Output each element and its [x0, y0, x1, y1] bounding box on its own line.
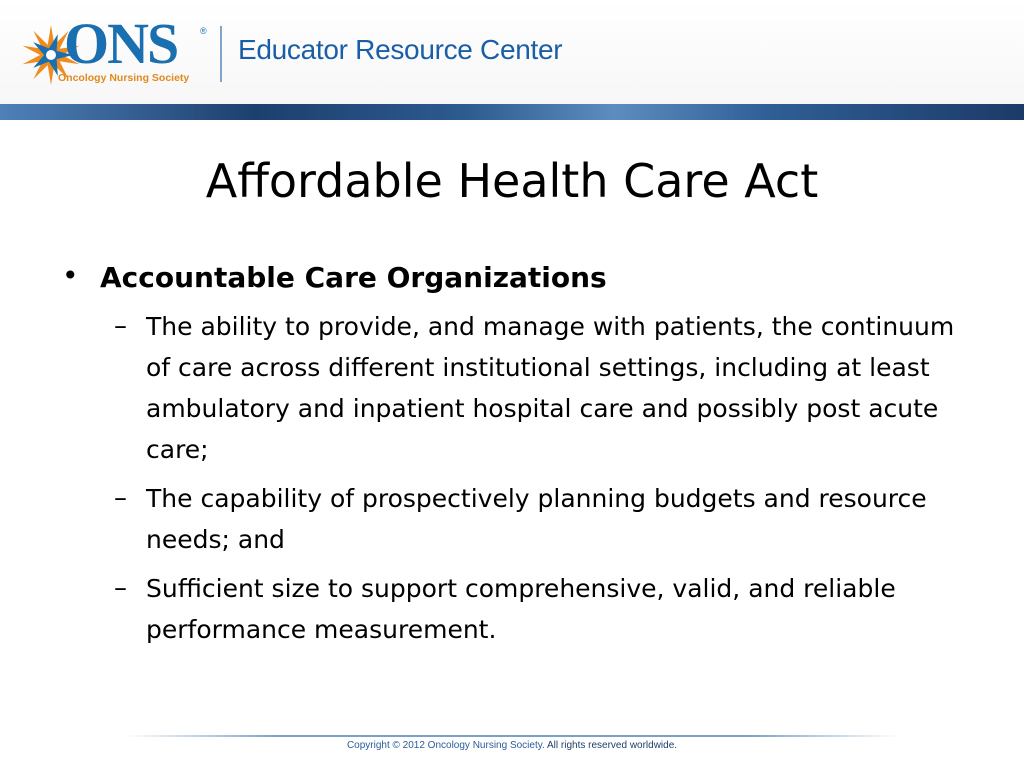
- sub-bullet-text: Sufficient size to support comprehensive, valid, and reliable performance measurement.: [146, 574, 896, 644]
- sub-bullet-marker: –: [114, 573, 127, 603]
- bullet-item: [62, 258, 962, 298]
- logo-tagline: Oncology Nursing Society: [58, 72, 190, 84]
- footer-rule: [125, 735, 900, 737]
- bullet-marker: •: [62, 259, 79, 292]
- footer: [0, 740, 1024, 751]
- sub-bullet-item: [114, 568, 962, 650]
- bullet-heading: Accountable Care Organizations: [100, 261, 607, 294]
- sub-bullet-text: The capability of prospectively planning budgets and resource needs; and: [146, 484, 927, 554]
- site-title: Educator Resource Center: [238, 34, 563, 65]
- sub-bullet-marker: –: [114, 483, 127, 513]
- header-accent-bar: [0, 104, 1024, 120]
- sub-bullet-item: [114, 478, 962, 560]
- logo-wordmark: ONS: [64, 11, 178, 76]
- sub-bullet-text: The ability to provide, and manage with patients, the continuum of care across different institutional settings, including at least ambulatory and inpatient hospital care and possibly post acute care;: [146, 312, 955, 464]
- footer-copyright: Copyright © 2012 Oncology Nursing Society.: [346, 740, 545, 751]
- sub-bullet-marker: –: [114, 311, 127, 341]
- header: [0, 0, 1024, 104]
- ons-logo[interactable]: [14, 12, 214, 92]
- registered-mark: ®: [200, 26, 207, 36]
- sub-bullet-item: [114, 306, 962, 470]
- sub-bullet-list: [114, 306, 962, 650]
- slide-content: [62, 258, 962, 658]
- slide-title: Affordable Health Care Act: [205, 154, 819, 208]
- header-divider: [220, 26, 222, 82]
- footer-rights: All rights reserved worldwide.: [544, 740, 678, 751]
